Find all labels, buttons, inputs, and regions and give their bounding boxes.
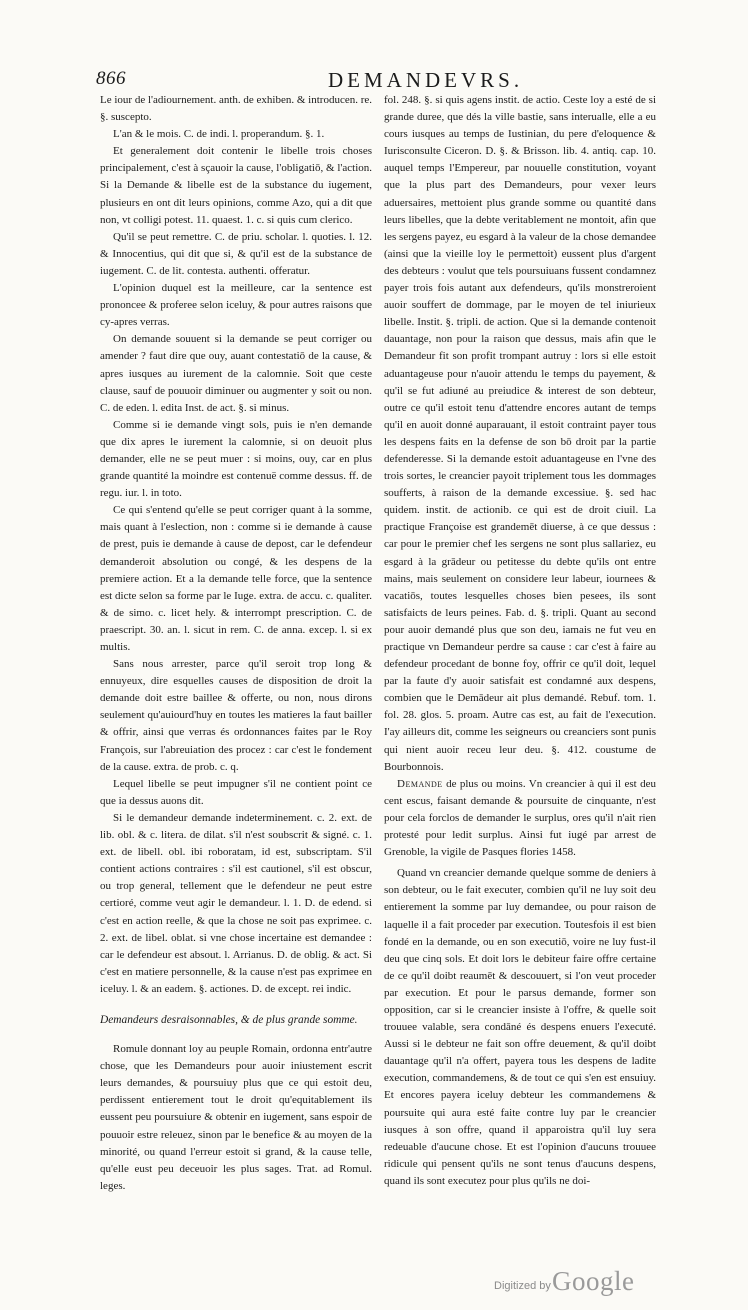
paragraph: L'opinion duquel est la meilleure, car la sentence est prononcee & proferee selon iceluy, & pour autres raisons que cy-apres verras. — [100, 282, 372, 329]
paragraph: Quand vn creancier demande quelque somme de deniers à son debteur, ou le fait executer, combien qu'il ne luy soit deu entierement la somme par luy demandee, ou pour raison de laquelle il a fait proceder par execution. Toutesfois il est bien fondé en la demande, ou en son executiō, voire ne luy fust-il deu que cinq sols. Et doit lors le debiteur faire offre certaine de ce qu'il doibt reaumēt & descouuert, si l'on veut proceder par execution. Et pour le parsus demande, former son opposition, car si le creancier insiste à l'offre, & quelle soit trouuee valable, sera condāné és despens enuers l'executé. Aussi si le debteur ne fait son offre deuement, & qu'il doibt dauantage qu'il n'a offert, payera tous les despens de ladite execution, commandemens, & de tout ce qui s'en est ensuiuy. Et encores payera iceluy debteur les commandemens & poursuite qui aura esté faite contre luy par le creancier iusques à son offre, quand il apparoistra qu'il luy sera redeuable d'aucune chose. Et est l'opinion d'aucuns trouuee ridicule qui pensent qu'ils ne sont tenus d'aucuns despens, quand ils sont executez pour plus qu'ils ne doi- — [384, 867, 656, 1187]
left-column — [100, 92, 372, 1242]
paragraph: Qu'il se peut remettre. C. de priu. scholar. l. quoties. l. 12. & Innocentius, qui dit que si, & qu'il est de la substance de iugement. C. de lit. contesta. authenti. offeratur. — [100, 230, 372, 277]
digitized-by-label: Digitized by — [494, 1280, 551, 1292]
paragraph: Ce qui s'entend qu'elle se peut corriger quant à la somme, mais quant à l'eslection, non : comme si ie demande à cause de prest, puis ie demande à cause de depost, car le defendeur demanderoit absolution ou congé, & les despens de la premiere action. Et a la demande telle force, que la sentence est dicte selon sa forme par le Iuge. extra. de accu. c. qualiter. & de simo. c. licet hely. & interrompt prescription. C. de praescript. 30. an. l. sicut in rem. C. de anna. excep. l. si ex multis. — [100, 504, 372, 653]
running-title: DEMANDEVRS. — [328, 68, 524, 92]
paragraph: Le iour de l'adiournement. anth. de exhiben. & introducen. re. §. suscepto. — [100, 94, 372, 124]
digitization-watermark — [494, 1266, 664, 1300]
paragraph: L'an & le mois. C. de indi. l. properandum. §. 1. — [113, 128, 325, 141]
lead-word: Demande — [397, 777, 443, 790]
paragraph: Comme si ie demande vingt sols, puis ie n'en demande que dix apres le iurement la calomnie, si on deuoit plus demander, elle ne se peut muer : si moins, ouy, car en plus grande quantité la moindre est contenuë comme dessus. ff. de regu. iur. l. in toto. — [100, 418, 372, 500]
paragraph: fol. 248. §. si quis agens instit. de actio. Ceste loy a esté de si grande duree, que dés la ville bastie, sans interualle, elle a eu cours iusques au temps de Iustinian, du pere d'eloquence & Iurisconsulte Ciceron. D. §. & Brisson. lib. 4. antiq. cap. 10. auquel temps l'Empereur, par nouuelle constitution, voyant que la plus part des Demandeurs, pour vexer leurs aduersaires, mettoient plus grande somme ou quantité dans leurs libelles, que la debte veritablement ne montoit, afin que les sergens payez, eu esgard à la valeur de la chose demandee (ainsi que la vieille loy le permettoit) eussent plus d'argent des debteurs : voulut que tels poursuiuans fussent condamnez payer trois fois autant aux defendeurs, qu'ils monstreroient auoir souffert de dommage, par le moyen de tel iniurieux libelle. Instit. §. tripli. de action. Que si la demande contenoit dauantage, non pour la raison que dessus, mais afin que le Demandeur fit son profit trompant autruy : lors si elle estoit aduantageuse pour n'auoir attendu le temps du payement, & qu'il se fut adiuné au preiudice & interest de son debteur, outre ce qu'il estoit tenu d'attendre encores autant de temps qu'il en auoit donné auparauant, il estoit contraint payer tous les despens faits en la defense de son bō droit par la partie defenderesse. Si la demande estoit aduantageuse en l'vne des trois sortes, le creancier payoit triplement tous les dommages soufferts, à raison de la demande excessiue. §. sed hac quidem. instit. de actionib. ce qui est de droit ciuil. La practique Françoise est grandemēt diuerse, à ce que dessus : car pour le premier chef les sergens ne sont plus sallariez, eu esgard à la grādeur ou petitesse du debte qu'ils ont entre mains, mais seulement on considere leur labeur, iournees & vacatiōs, toutes lesquelles choses bien pesees, ils sont satisfaicts de leurs peines. Fab. d. §. tripli. Quant au second pour auoir demandé plus que son deu, iamais ne fut veu en practique vn Demandeur perdre sa cause : car c'est à faire au defendeur procedant de bonne foy, offrir ce qu'il doit, lequel par la faute d'y auoir satisfait est condamné aux despens, combien que le Demādeur ait plus demandé. Rebuf. tom. 1. fol. 28. glos. 5. proam. Autre cas est, au fait de l'execution. I'ay ailleurs dit, comme les seigneurs ou creanciers sont punis qui nient auoir receu leur deu. §. 412. coustume de Bourbonnois. — [384, 94, 656, 773]
google-logo: Google — [552, 1266, 635, 1296]
paragraph: Lequel libelle se peut impugner s'il ne contient point ce que ia dessus auons dit. — [100, 777, 372, 807]
section-heading: Demandeurs desraisonnables, & de plus grande somme. — [100, 1013, 358, 1026]
page-header — [96, 68, 652, 94]
paragraph: Et generalement doit contenir le libelle trois choses principalement, c'est à sçauoir la cause, l'obligatiō, & l'action. Si la Demande & libelle est de la substance du iugement, plusieurs en ont dit leurs opinions, comme Azo, qui a dit que non, vt colligi potest. 11. quaest. 1. c. si quis cum clerico. — [100, 145, 372, 226]
paragraph: Sans nous arrester, parce qu'il seroit trop long & ennuyeux, dire esquelles causes de disposition de droit la demande doit estre baillee & offerte, ou non, nous dirons seulement qu'auiourd'huy en toutes les matieres la faut bailler & offrir, ainsi que verras és ordonnances faites par le Roy François, sur l'abreuiation des procez : car c'est le fondement de la cause. extra. de prob. c. q. — [100, 658, 372, 773]
paragraph: Romule donnant loy au peuple Romain, ordonna entr'autre chose, que les Demandeurs pour auoir iniustement escrit leurs demandes, & poursuiuy plus que ce qui estoit deu, perdissent entierement tout le droit qu'equitablement ils eussent peu poursuiure & obtenir en iugement, sans espoir de pouuoir estre releuez, sinon par le benefice & au moyen de la minorité, ou quand l'erreur estoit si grand, & la cause telle, qu'elle eust peu deceuoir les plus sages. Trat. ad Romul. leges. — [100, 1043, 372, 1192]
paragraph — [384, 776, 656, 861]
text-columns — [100, 92, 656, 1242]
right-column — [384, 92, 656, 1242]
page-number: 866 — [96, 68, 126, 89]
paragraph-text: de plus ou moins. Vn creancier à qui il est deu cent escus, faisant demande & poursuite de cinquante, n'est pour cela forclos de demander le surplus, ores qu'il n'ait rien protesté pour ledit surplus. Ainsi fut iugé par arrest de Grenoble, la vigile de Pasques flories 1458. — [384, 777, 656, 859]
paragraph: Si le demandeur demande indeterminement. c. 2. ext. de lib. obl. & c. litera. de dilat. s'il n'est soubscrit & signé. c. 1. ext. de libell. obl. ibi roboratam, id est, subscriptam. S'il contient actions contraires : s'il est cautionel, s'il est obscur, ou trop general, tellement que le defendeur ne peut estre certioré, comme veut agir le demandeur. l. 1. D. de edend. si c'est en action reelle, & que la chose ne soit pas exprimee. c. 2. ext. de libel. oblat. si vne chose incertaine est demandee : car le defendeur est absout. l. Arrianus. D. de oblig. & act. Si c'est en matiere personnelle, & la cause n'est pas exprimee en iceluy. l. & an eadem. §. actiones. D. de except. rei indic. — [100, 811, 372, 995]
paragraph: On demande souuent si la demande se peut corriger ou amender ? faut dire que ouy, auant contestatiō de la cause, & apres iusques au iurement de la calomnie. Soit que ceste clause, sauf de pouuoir diminuer ou augmenter y soit ou non. C. de eden. l. edita Inst. de act. §. si minus. — [100, 333, 372, 414]
